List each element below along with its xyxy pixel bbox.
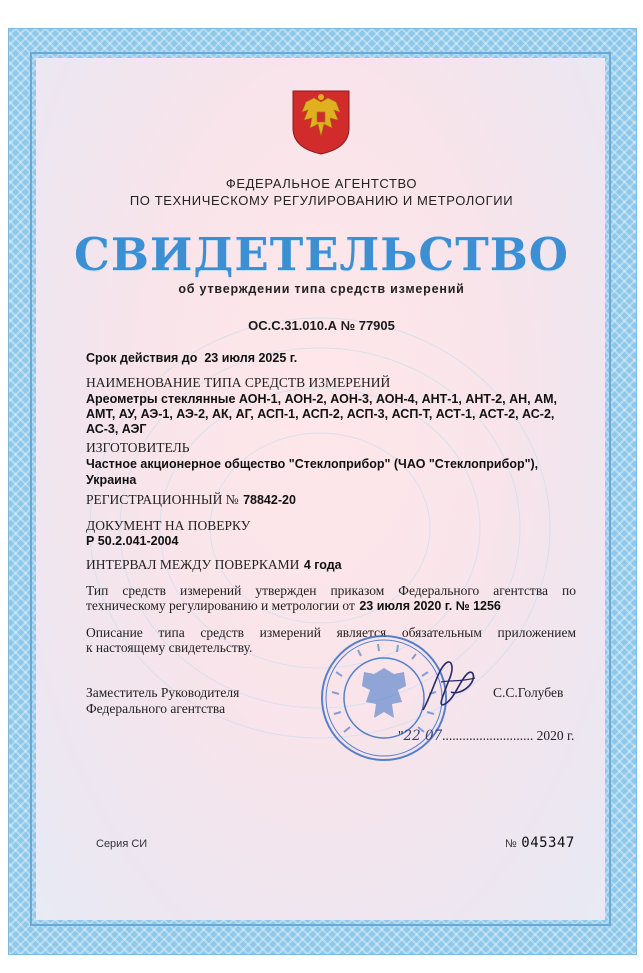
signatory-title-2: Федерального агентства [86,701,226,716]
validity-value: 23 июля 2025 г. [204,351,298,365]
registration-row [86,492,576,508]
manufacturer-line-2: Украина [86,473,137,487]
interval-row [86,557,576,573]
instrument-label: НАИМЕНОВАНИЕ ТИПА СРЕДСТВ ИЗМЕРЕНИЙ [86,375,391,390]
document-title: СВИДЕТЕЛЬСТВО [74,228,569,281]
validity-row [86,350,576,366]
form-number-sign: № [505,838,517,850]
instrument-line-1: Ареометры стеклянные АОН-1, АОН-2, АОН-3, АОН-4, АНТ-1, АНТ-2, АН, АМ, [86,392,557,406]
signatory-title-1: Заместитель Руководителя [86,685,240,700]
date-year: 2020 г. [536,728,575,743]
agency-line-1: ФЕДЕРАЛЬНОЕ АГЕНТСТВО [225,176,418,191]
date-dots: ........................... [442,728,534,743]
manufacturer-label: ИЗГОТОВИТЕЛЬ [86,440,190,455]
date-handwritten: 22 07 [403,728,443,744]
document-subtitle: об утверждении типа средств измерений [178,282,465,296]
description-line-2: к настоящему свидетельству. [86,640,253,655]
date-quote: " [398,728,404,743]
interval-label: ИНТЕРВАЛ МЕЖДУ ПОВЕРКАМИ [86,557,300,572]
registration-value: 78842-20 [243,493,296,507]
instrument-line-2: АМТ, АУ, АЭ-1, АЭ-2, АК, АГ, АСП-1, АСП-2, АСП-3, АСП-Т, АСТ-1, АСТ-2, АС-2, [86,407,555,421]
coat-of-arms-icon [290,88,352,156]
verification-doc-value: Р 50.2.041-2004 [86,534,179,548]
approval-order: 23 июля 2020 г. № 1256 [359,599,501,613]
approval-line-1: Тип средств измерений утвержден приказом Федерального агентства по [86,583,576,598]
interval-value: 4 года [303,558,342,572]
approval-line-2 [86,598,576,614]
certificate-number: ОС.С.31.010.А № 77905 [248,318,395,333]
signatory-name: С.С.Голубев [493,685,564,700]
agency-line-2: ПО ТЕХНИЧЕСКОМУ РЕГУЛИРОВАНИЮ И МЕТРОЛОГИИ [129,193,514,208]
manufacturer-line-1: Частное акционерное общество "Стеклоприбор" (ЧАО "Стеклоприбор"), [86,457,539,471]
validity-label: Срок действия до [86,351,198,365]
form-number [505,834,575,852]
date-row [398,728,574,744]
description-line-1: Описание типа средств измерений является обязательным приложением [86,625,576,640]
instrument-line-3: АС-3, АЭГ [86,422,147,436]
form-number-value: 045347 [521,835,575,851]
registration-label: РЕГИСТРАЦИОННЫЙ № [86,492,239,507]
series-label: Серия СИ [96,838,148,850]
signature-icon [415,652,485,722]
approval-line-2-text: техническому регулированию и метрологии от [86,598,355,613]
verification-doc-label: ДОКУМЕНТ НА ПОВЕРКУ [86,518,251,533]
